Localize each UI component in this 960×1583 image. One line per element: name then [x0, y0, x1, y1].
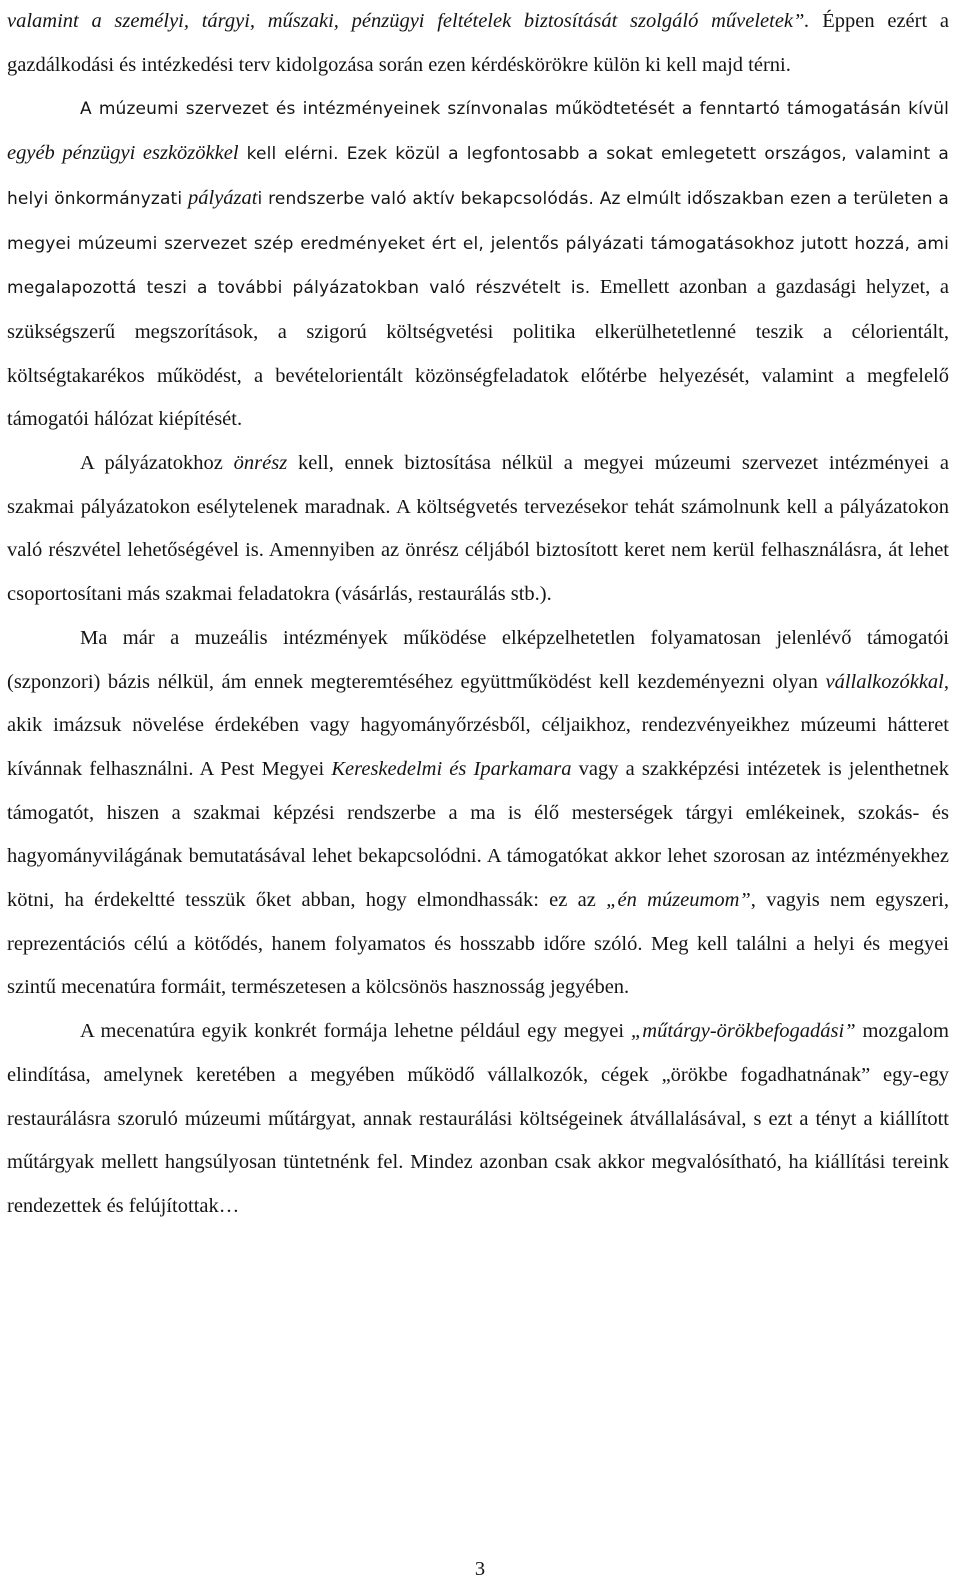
- text-run: , akik imázsuk növelése érdekében vagy hagyományőrzésből, céljaikhoz, rendezvényeikhez múzeumi hátteret kívánnak felhasználni. A Pest Megyei: [7, 670, 949, 780]
- text-run: , vagyis nem egyszeri, reprezentációs célú a kötődés, hanem folyamatos és hosszabb időre szóló. Meg kell találni a helyi és megyei szintű mecenatúra formáit, természetesen a kölcsönös hasznosság jegyében.: [7, 889, 949, 999]
- text-run: A múzeumi szervezet és intézményeinek színvonalas működtetését a fenntartó támogatásán kívül: [80, 99, 949, 120]
- text-run: „műtárgy-örökbefogadási”: [630, 1020, 856, 1043]
- text-run: kell, ennek biztosítása nélkül a megyei múzeumi szervezet intézményei a szakmai pályázatokon esélytelenek maradnak. A költségvetés tervezésekor tehát számolnunk kell a pályázatokon való részvétel lehetőségével is. Amennyiben az önrész céljából biztosított keret nem kerül felhasználásra, át lehet csoportosítani más szakmai feladatokra (vásárlás, restaurálás stb.).: [7, 452, 949, 606]
- page-number: 3: [474, 1558, 486, 1580]
- text-run: vállalkozókkal: [825, 670, 944, 693]
- text-run: egyéb pénzügyi eszközökkel: [7, 142, 239, 165]
- text-run: Emellett azonban a gazdasági helyzet, a szükségszerű megszorítások, a szigorú költségvetési politika elkerülhetetlenné teszik a célorientált, költségtakarékos működést, a bevételorientált közönségfeladatok előtérbe helyezését, valamint a megfelelő támogatói hálózat kiépítését.: [7, 276, 949, 431]
- text-run: Éppen ezért a gazdálkodási és intézkedési terv kidolgozása során ezen kérdéskörökre külön ki kell majd térni.: [7, 10, 949, 76]
- text-run: mozgalom elindítása, amelynek keretében a megyében működő vállalkozók, cégek „örökbe fogadhatnának” egy-egy restaurálásra szoruló múzeumi műtárgyat, annak restaurálási költségeinek átvállalásával, s ezt a tényt a kiállított műtárgyak mellett hangsúlyosan tüntetnénk fel. Mindez azonban csak akkor megvalósítható, ha kiállítási tereink rendezettek és felújítottak…: [7, 1020, 949, 1217]
- text-run: kell elérni. Ezek közül a legfontosabb a sokat emlegetett országos, valamint a helyi önkormányzati: [7, 144, 949, 209]
- paragraph-2: [7, 87, 949, 442]
- text-run: önrész: [233, 452, 288, 475]
- text-run: Kereskedelmi és Iparkamara: [331, 757, 572, 780]
- paragraph-3: [7, 442, 949, 617]
- document-page: [7, 0, 949, 1229]
- text-run: pályázat: [188, 186, 258, 209]
- text-run: i rendszerbe való aktív bekapcsolódás. Az elmúlt időszakban ezen a területen a megyei múzeumi szervezet szép eredményeket ért el, jelentős pályázati támogatásokhoz jutott hozzá, ami megalapozottá teszi a további pályázatokban való részvételt is.: [7, 188, 949, 299]
- paragraph-5: [7, 1010, 949, 1229]
- text-run: A pályázatokhoz: [80, 452, 234, 475]
- text-run: A mecenatúra egyik konkrét formája lehetne például egy megyei: [80, 1020, 631, 1043]
- paragraph-4: [7, 617, 949, 1010]
- paragraph-1: [7, 0, 949, 87]
- text-run: „én múzeumom”: [606, 889, 751, 912]
- text-run: valamint a személyi, tárgyi, műszaki, pénzügyi feltételek biztosítását szolgáló műveletek”.: [7, 10, 810, 32]
- text-run: vagy a szakképzési intézetek is jelenthetnek támogatót, hiszen a szakmai képzési rendszerbe a ma is élő mesterségek tárgyi emlékeinek, szokás- és hagyományvilágának bemutatásával lehet bekapcsolódni. A támogatókat akkor lehet szorosan az intézményekhez kötni, ha érdekeltté tesszük őket abban, hogy elmondhassák: ez az: [7, 757, 949, 912]
- text-run: Ma már a muzeális intézmények működése elképzelhetetlen folyamatosan jelenlévő támogatói (szponzori) bázis nélkül, ám ennek megteremtéséhez együttműködést kell kezdeményezni olyan: [7, 626, 949, 693]
